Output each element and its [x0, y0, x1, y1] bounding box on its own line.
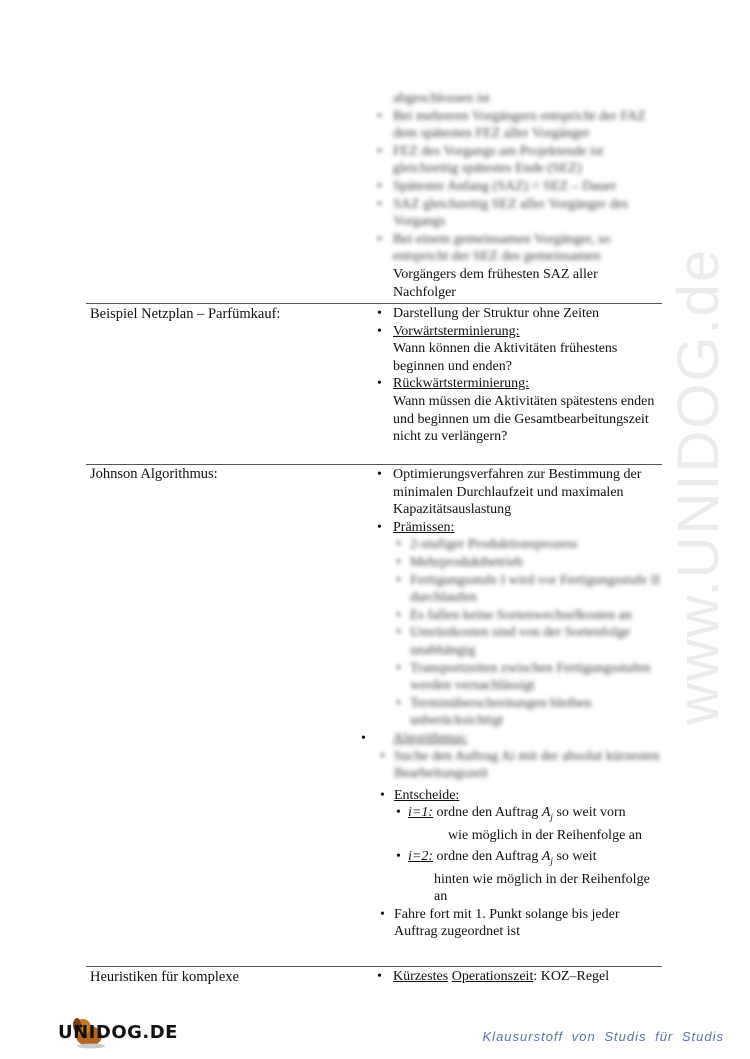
- blurred-item: • Bei mehreren Vorgängern entspricht der FAZ dem spätesten FEZ aller Vorgänger: [377, 108, 662, 143]
- row-content-johnson: [377, 466, 662, 941]
- table-rule: [86, 464, 662, 465]
- case-text: so weit: [552, 849, 597, 865]
- list-item: [361, 730, 662, 941]
- term: Operationszeit: [451, 969, 534, 984]
- case-text: ordne den Auftrag: [436, 805, 542, 821]
- table-rule: [86, 303, 662, 304]
- list-item: [377, 375, 662, 445]
- blurred-item: • FEZ des Vorgangs am Projektende ist gleichzeitig spätestes Ende (SEZ): [377, 143, 662, 178]
- clear-line: Nachfolger: [393, 284, 456, 300]
- blurred-item: • SAZ gleichzeitig SEZ aller Vorgänger des Vorgangs: [377, 196, 662, 231]
- case-sub: j: [550, 856, 553, 867]
- continuation-block: [377, 90, 662, 301]
- watermark: [666, 247, 731, 725]
- watermark-text: www.UNIDOG.de: [666, 247, 731, 725]
- case-text: ordne den Auftrag: [436, 849, 542, 865]
- case-item: [394, 804, 662, 844]
- premise-item: • Umrüstkosten sind von der Sortenfolge unabhängig: [393, 624, 662, 659]
- list-item: • Optimierungsverfahren zur Bestimmung der minimalen Durchlaufzeit und maximalen Kapazitätsauslastung: [377, 466, 662, 519]
- row-label-johnson: Johnson Algorithmus:: [90, 466, 218, 482]
- list-item: [377, 323, 662, 376]
- premise-item: • Mehrproduktbetrieb: [393, 554, 662, 572]
- algo-step: [377, 787, 662, 906]
- list-item: [377, 968, 662, 986]
- blurred-line: abgeschlossen ist: [393, 91, 490, 106]
- blurred-item: [377, 178, 662, 196]
- clear-line: Vorgängers dem frühesten SAZ aller: [393, 266, 598, 282]
- premise-item: • Terminüberschreitungen bleiben unberücksichtigt: [393, 695, 662, 730]
- term: Kürzestes: [393, 969, 449, 984]
- row-content-netzplan: [377, 305, 662, 446]
- footer-brand: UNIDOG.DE: [58, 1022, 178, 1043]
- algo-step: • Fahre fort mit 1. Punkt solange bis jeder Auftrag zugeordnet ist: [377, 906, 662, 941]
- case-item: [394, 848, 662, 906]
- case-sub: j: [550, 812, 553, 823]
- item-title: Prämissen:: [393, 519, 455, 535]
- item-text: Wann müssen die Aktivitäten spätestens enden und beginnen um die Gesamtbearbeitungszeit nicht zu verlängern?: [393, 393, 655, 445]
- item-text: Wann können die Aktivitäten frühestens beginnen und enden?: [393, 341, 618, 374]
- praemissen-list: [393, 536, 662, 730]
- case-text: so weit vorn: [552, 805, 626, 821]
- item-title: Rückwärtsterminierung:: [393, 376, 530, 392]
- term-rest: : KOZ–Regel: [533, 969, 610, 984]
- footer-tagline: Klausurstoff von Studis für Studis: [482, 1029, 724, 1044]
- case-list: [394, 804, 662, 906]
- case-var: A: [541, 805, 551, 821]
- algorithm-list: [377, 748, 662, 942]
- case-continuation: wie möglich in der Reihenfolge an: [448, 827, 642, 843]
- entscheide-title: Entscheide:: [394, 787, 460, 803]
- premise-item: • Fertigungsstufe I wird vor Fertigungsstufe II durchlaufen: [393, 572, 662, 607]
- blurred-item: • Bei einem gemeinsamen Vorgänger, so entspricht der SEZ des gemeinsamen: [377, 231, 662, 266]
- premise-item: • Transportzeiten zwischen Fertigungsstufen werden vernachlässigt: [393, 660, 662, 695]
- premise-item: • Es fallen keine Sortenwechselkosten an: [393, 607, 662, 625]
- table-rule: [86, 966, 662, 967]
- case-condition: i=1:: [408, 805, 433, 821]
- row-label-netzplan: Beispiel Netzplan – Parfümkauf:: [90, 306, 281, 322]
- row-label-heuristik: Heuristiken für komplexe: [90, 969, 239, 985]
- blurred-list: [377, 108, 662, 266]
- item-title: Algorithmus:: [393, 730, 468, 746]
- item-title: Vorwärtsterminierung:: [393, 323, 520, 339]
- list-item: • Darstellung der Struktur ohne Zeiten: [377, 305, 662, 323]
- case-var: A: [541, 849, 551, 865]
- premise-item: • 2-stufiger Produktionsprozess: [393, 536, 662, 554]
- algo-step: • Suche den Auftrag Ai mit der absolut kürzesten Bearbeitungszeit: [377, 748, 662, 783]
- case-condition: i=2:: [408, 849, 433, 865]
- row-content-heuristik: [377, 968, 662, 986]
- case-continuation: hinten wie möglich in der Reihenfolge an: [434, 871, 650, 905]
- blurred-item-text: Spätester Anfang (SAZ) = SEZ – Dauer: [393, 178, 617, 194]
- list-item: [377, 519, 662, 730]
